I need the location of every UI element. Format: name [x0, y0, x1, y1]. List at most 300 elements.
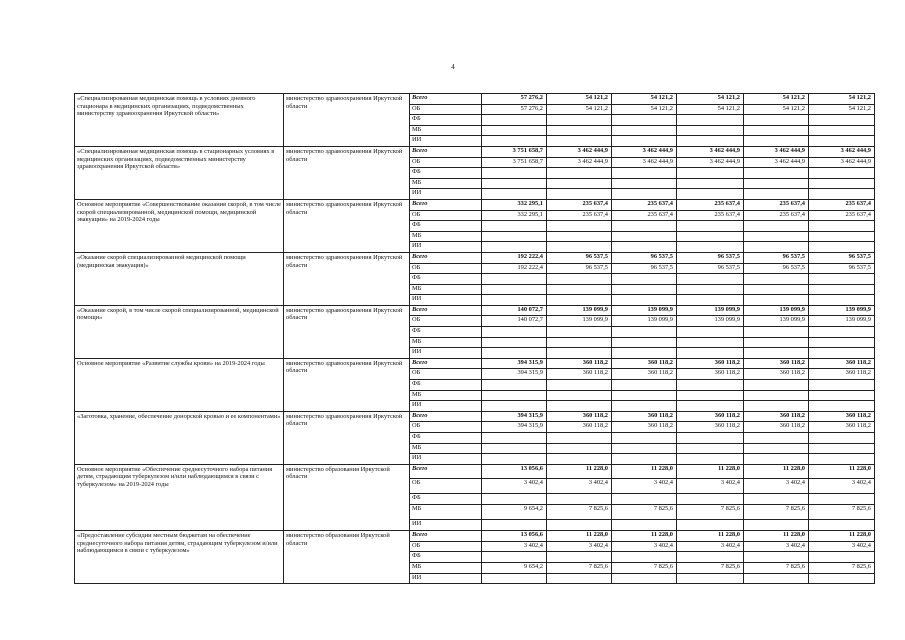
- amount-cell: [547, 178, 612, 189]
- amount-cell: 235 637,4: [809, 199, 875, 210]
- amount-cell: [612, 242, 677, 253]
- amount-cell: [482, 284, 547, 295]
- amount-cell: [744, 327, 809, 338]
- amount-cell: [809, 125, 875, 136]
- amount-cell: [482, 493, 547, 505]
- amount-cell: [809, 552, 875, 563]
- amount-cell: [744, 390, 809, 401]
- amount-cell: 7 825,6: [612, 563, 677, 574]
- amount-cell: [809, 284, 875, 295]
- amount-cell: [547, 295, 612, 306]
- amount-cell: 235 637,4: [677, 199, 744, 210]
- amount-cell: 360 118,2: [612, 422, 677, 433]
- amount-cell: [677, 115, 744, 126]
- amount-cell: [612, 380, 677, 391]
- amount-cell: 360 118,2: [677, 358, 744, 369]
- amount-cell: [612, 433, 677, 444]
- funding-source: ОБ: [410, 369, 482, 380]
- amount-cell: 139 099,9: [809, 316, 875, 327]
- amount-cell: 360 118,2: [612, 411, 677, 422]
- funding-source: Всего: [410, 411, 482, 422]
- amount-cell: [809, 390, 875, 401]
- amount-cell: 3 402,4: [677, 541, 744, 552]
- amount-cell: [547, 573, 612, 584]
- funding-source: ИИ: [410, 295, 482, 306]
- funding-source: ОБ: [410, 479, 482, 494]
- amount-cell: [809, 115, 875, 126]
- table-row: [75, 252, 875, 263]
- amount-cell: [612, 115, 677, 126]
- amount-cell: 360 118,2: [677, 369, 744, 380]
- amount-cell: [612, 327, 677, 338]
- amount-cell: [612, 178, 677, 189]
- amount-cell: [744, 401, 809, 412]
- amount-cell: 9 654,2: [482, 505, 547, 520]
- amount-cell: 3 402,4: [612, 541, 677, 552]
- amount-cell: 332 295,1: [482, 210, 547, 221]
- amount-cell: [809, 380, 875, 391]
- funding-source: МБ: [410, 563, 482, 574]
- amount-cell: [677, 552, 744, 563]
- amount-cell: 11 228,0: [744, 531, 809, 542]
- funding-source: ИИ: [410, 136, 482, 147]
- funding-source: ОБ: [410, 210, 482, 221]
- amount-cell: [677, 519, 744, 531]
- amount-cell: [744, 552, 809, 563]
- amount-cell: [677, 327, 744, 338]
- executor: министерство здравоохранения Иркутской области: [284, 252, 410, 305]
- amount-cell: [744, 493, 809, 505]
- amount-cell: 3 462 444,9: [547, 157, 612, 168]
- amount-cell: [482, 168, 547, 179]
- funding-source: ФБ: [410, 274, 482, 285]
- amount-cell: 54 121,2: [547, 104, 612, 115]
- funding-source: ОБ: [410, 104, 482, 115]
- amount-cell: 3 462 444,9: [677, 157, 744, 168]
- funding-source: ИИ: [410, 401, 482, 412]
- amount-cell: [809, 231, 875, 242]
- table-row: [75, 464, 875, 479]
- amount-cell: [612, 348, 677, 359]
- amount-cell: [482, 242, 547, 253]
- amount-cell: 360 118,2: [744, 369, 809, 380]
- amount-cell: 235 637,4: [612, 210, 677, 221]
- amount-cell: 360 118,2: [809, 369, 875, 380]
- amount-cell: 235 637,4: [547, 210, 612, 221]
- amount-cell: [612, 401, 677, 412]
- amount-cell: [677, 390, 744, 401]
- executor: министерство здравоохранения Иркутской области: [284, 358, 410, 411]
- amount-cell: 96 537,5: [677, 252, 744, 263]
- amount-cell: [677, 348, 744, 359]
- amount-cell: 394 315,9: [482, 369, 547, 380]
- amount-cell: [809, 348, 875, 359]
- amount-cell: [482, 327, 547, 338]
- amount-cell: [809, 168, 875, 179]
- amount-cell: [677, 493, 744, 505]
- amount-cell: 235 637,4: [547, 199, 612, 210]
- executor: министерство здравоохранения Иркутской области: [284, 199, 410, 252]
- amount-cell: [547, 189, 612, 200]
- amount-cell: [809, 573, 875, 584]
- funding-source: ИИ: [410, 348, 482, 359]
- amount-cell: [744, 337, 809, 348]
- amount-cell: 54 121,2: [809, 104, 875, 115]
- amount-cell: [677, 380, 744, 391]
- table-row: [75, 358, 875, 369]
- amount-cell: 192 222,4: [482, 263, 547, 274]
- amount-cell: 139 099,9: [677, 316, 744, 327]
- amount-cell: 360 118,2: [677, 411, 744, 422]
- funding-source: ИИ: [410, 242, 482, 253]
- amount-cell: 54 121,2: [547, 94, 612, 105]
- amount-cell: [547, 443, 612, 454]
- amount-cell: [482, 519, 547, 531]
- amount-cell: [612, 189, 677, 200]
- amount-cell: [612, 136, 677, 147]
- measure-name: Основное мероприятие «Развитие службы крови» на 2019-2024 годы: [75, 358, 284, 411]
- amount-cell: [677, 573, 744, 584]
- amount-cell: 394 315,9: [482, 358, 547, 369]
- funding-source: ОБ: [410, 541, 482, 552]
- amount-cell: [677, 443, 744, 454]
- amount-cell: [744, 136, 809, 147]
- amount-cell: [809, 443, 875, 454]
- executor: министерство образования Иркутской области: [284, 531, 410, 584]
- amount-cell: [612, 231, 677, 242]
- funding-source: Всего: [410, 146, 482, 157]
- amount-cell: 7 825,6: [547, 505, 612, 520]
- amount-cell: 139 099,9: [547, 305, 612, 316]
- amount-cell: [744, 274, 809, 285]
- table-row: [75, 411, 875, 422]
- amount-cell: 360 118,2: [547, 411, 612, 422]
- amount-cell: 7 825,6: [547, 563, 612, 574]
- amount-cell: 394 315,9: [482, 411, 547, 422]
- amount-cell: 360 118,2: [547, 358, 612, 369]
- amount-cell: 11 228,0: [612, 531, 677, 542]
- amount-cell: 3 462 444,9: [744, 157, 809, 168]
- amount-cell: [547, 493, 612, 505]
- measure-name: «Оказание скорой, в том числе скорой специализированной, медицинской помощи»: [75, 305, 284, 358]
- amount-cell: [482, 401, 547, 412]
- amount-cell: 9 654,2: [482, 563, 547, 574]
- funding-source: Всего: [410, 94, 482, 105]
- funding-source: ОБ: [410, 422, 482, 433]
- amount-cell: 3 402,4: [744, 479, 809, 494]
- funding-source: Всего: [410, 199, 482, 210]
- amount-cell: [809, 274, 875, 285]
- amount-cell: [744, 573, 809, 584]
- amount-cell: 3 751 658,7: [482, 157, 547, 168]
- amount-cell: 7 825,6: [677, 505, 744, 520]
- amount-cell: 139 099,9: [612, 305, 677, 316]
- amount-cell: 11 228,0: [809, 531, 875, 542]
- amount-cell: [677, 337, 744, 348]
- funding-source: ОБ: [410, 157, 482, 168]
- measure-name: Основное мероприятие «Совершенствование оказания скорой, в том числе скорой специализированной, медицинской помощи, медицинской эвакуации» на 2019-2024 годы: [75, 199, 284, 252]
- amount-cell: 360 118,2: [809, 411, 875, 422]
- amount-cell: 140 072,7: [482, 305, 547, 316]
- amount-cell: [612, 454, 677, 465]
- amount-cell: 235 637,4: [744, 210, 809, 221]
- amount-cell: 96 537,5: [809, 252, 875, 263]
- amount-cell: [547, 168, 612, 179]
- amount-cell: 7 825,6: [677, 563, 744, 574]
- amount-cell: 3 462 444,9: [612, 157, 677, 168]
- amount-cell: 360 118,2: [547, 422, 612, 433]
- budget-table: [74, 93, 875, 584]
- amount-cell: 11 228,0: [677, 464, 744, 479]
- amount-cell: [744, 125, 809, 136]
- amount-cell: 96 537,5: [809, 263, 875, 274]
- amount-cell: 96 537,5: [744, 252, 809, 263]
- amount-cell: [547, 337, 612, 348]
- funding-source: ФБ: [410, 168, 482, 179]
- amount-cell: [482, 454, 547, 465]
- amount-cell: 3 751 658,7: [482, 146, 547, 157]
- amount-cell: [677, 242, 744, 253]
- amount-cell: [547, 348, 612, 359]
- executor: министерство здравоохранения Иркутской области: [284, 411, 410, 464]
- funding-source: Всего: [410, 305, 482, 316]
- amount-cell: [547, 552, 612, 563]
- amount-cell: [547, 274, 612, 285]
- amount-cell: [612, 284, 677, 295]
- amount-cell: [482, 337, 547, 348]
- amount-cell: 3 462 444,9: [547, 146, 612, 157]
- amount-cell: [809, 337, 875, 348]
- amount-cell: [744, 380, 809, 391]
- amount-cell: [612, 493, 677, 505]
- amount-cell: 3 462 444,9: [677, 146, 744, 157]
- amount-cell: 57 276,2: [482, 104, 547, 115]
- funding-source: МБ: [410, 125, 482, 136]
- amount-cell: 3 402,4: [482, 541, 547, 552]
- amount-cell: [744, 348, 809, 359]
- amount-cell: 139 099,9: [547, 316, 612, 327]
- amount-cell: 360 118,2: [547, 369, 612, 380]
- funding-source: ОБ: [410, 263, 482, 274]
- amount-cell: [744, 433, 809, 444]
- funding-source: МБ: [410, 178, 482, 189]
- funding-source: ФБ: [410, 115, 482, 126]
- funding-source: МБ: [410, 390, 482, 401]
- funding-source: ФБ: [410, 380, 482, 391]
- amount-cell: [612, 125, 677, 136]
- amount-cell: [677, 125, 744, 136]
- amount-cell: 11 228,0: [547, 531, 612, 542]
- amount-cell: 96 537,5: [677, 263, 744, 274]
- amount-cell: 139 099,9: [612, 316, 677, 327]
- amount-cell: 235 637,4: [744, 199, 809, 210]
- funding-source: Всего: [410, 358, 482, 369]
- amount-cell: 3 462 444,9: [809, 157, 875, 168]
- amount-cell: 140 072,7: [482, 316, 547, 327]
- amount-cell: [677, 221, 744, 232]
- amount-cell: [677, 274, 744, 285]
- page-number: 4: [451, 63, 455, 71]
- funding-source: ОБ: [410, 316, 482, 327]
- table-row: [75, 305, 875, 316]
- amount-cell: 96 537,5: [612, 252, 677, 263]
- amount-cell: 13 056,6: [482, 531, 547, 542]
- amount-cell: [547, 231, 612, 242]
- amount-cell: 139 099,9: [809, 305, 875, 316]
- amount-cell: 3 402,4: [809, 541, 875, 552]
- amount-cell: [809, 221, 875, 232]
- amount-cell: 96 537,5: [547, 263, 612, 274]
- amount-cell: 13 056,6: [482, 464, 547, 479]
- amount-cell: [744, 221, 809, 232]
- amount-cell: 3 402,4: [809, 479, 875, 494]
- amount-cell: [677, 284, 744, 295]
- amount-cell: 57 276,2: [482, 94, 547, 105]
- amount-cell: 54 121,2: [612, 104, 677, 115]
- amount-cell: 3 402,4: [482, 479, 547, 494]
- amount-cell: [482, 189, 547, 200]
- funding-source: ФБ: [410, 493, 482, 505]
- amount-cell: [744, 231, 809, 242]
- amount-cell: [482, 274, 547, 285]
- funding-source: ИИ: [410, 454, 482, 465]
- amount-cell: [482, 443, 547, 454]
- amount-cell: [677, 401, 744, 412]
- amount-cell: [547, 380, 612, 391]
- amount-cell: [677, 433, 744, 444]
- amount-cell: [547, 125, 612, 136]
- amount-cell: [547, 221, 612, 232]
- amount-cell: [547, 433, 612, 444]
- funding-source: МБ: [410, 337, 482, 348]
- amount-cell: 3 402,4: [547, 479, 612, 494]
- amount-cell: 3 402,4: [677, 479, 744, 494]
- amount-cell: 360 118,2: [677, 422, 744, 433]
- amount-cell: [744, 519, 809, 531]
- funding-source: ФБ: [410, 221, 482, 232]
- amount-cell: [482, 115, 547, 126]
- amount-cell: [677, 136, 744, 147]
- table-row: [75, 146, 875, 157]
- amount-cell: 235 637,4: [809, 210, 875, 221]
- amount-cell: 7 825,6: [744, 563, 809, 574]
- funding-source: ИИ: [410, 189, 482, 200]
- amount-cell: 54 121,2: [744, 94, 809, 105]
- amount-cell: 11 228,0: [677, 531, 744, 542]
- amount-cell: [482, 573, 547, 584]
- amount-cell: 54 121,2: [744, 104, 809, 115]
- amount-cell: 11 228,0: [744, 464, 809, 479]
- amount-cell: 11 228,0: [547, 464, 612, 479]
- amount-cell: [809, 295, 875, 306]
- amount-cell: 235 637,4: [677, 210, 744, 221]
- amount-cell: [482, 231, 547, 242]
- amount-cell: 360 118,2: [744, 422, 809, 433]
- amount-cell: [809, 136, 875, 147]
- amount-cell: 7 825,6: [809, 505, 875, 520]
- amount-cell: [547, 242, 612, 253]
- amount-cell: 360 118,2: [744, 411, 809, 422]
- measure-name: Основное мероприятие «Обеспечение среднесуточного набора питания детям, страдающим туберкулезом и/или наблюдающимся в связи с туберкулезом» на 2019-2024 годы: [75, 464, 284, 531]
- amount-cell: [744, 115, 809, 126]
- amount-cell: [612, 573, 677, 584]
- amount-cell: [612, 519, 677, 531]
- amount-cell: [677, 454, 744, 465]
- amount-cell: [482, 295, 547, 306]
- amount-cell: [547, 401, 612, 412]
- amount-cell: [809, 493, 875, 505]
- amount-cell: [482, 125, 547, 136]
- amount-cell: 54 121,2: [809, 94, 875, 105]
- amount-cell: 96 537,5: [612, 263, 677, 274]
- amount-cell: 139 099,9: [744, 305, 809, 316]
- amount-cell: [809, 189, 875, 200]
- amount-cell: [547, 327, 612, 338]
- amount-cell: 7 825,6: [612, 505, 677, 520]
- amount-cell: 139 099,9: [744, 316, 809, 327]
- amount-cell: [482, 433, 547, 444]
- amount-cell: 7 825,6: [809, 563, 875, 574]
- funding-source: ФБ: [410, 433, 482, 444]
- amount-cell: [677, 231, 744, 242]
- amount-cell: [744, 443, 809, 454]
- funding-source: ФБ: [410, 552, 482, 563]
- amount-cell: [612, 443, 677, 454]
- amount-cell: 54 121,2: [677, 94, 744, 105]
- amount-cell: [677, 189, 744, 200]
- funding-source: ИИ: [410, 519, 482, 531]
- funding-source: МБ: [410, 284, 482, 295]
- amount-cell: [744, 189, 809, 200]
- budget-table-body: [75, 94, 875, 584]
- amount-cell: [744, 454, 809, 465]
- table-row: [75, 94, 875, 105]
- executor: министерство здравоохранения Иркутской области: [284, 305, 410, 358]
- amount-cell: [744, 178, 809, 189]
- amount-cell: [547, 390, 612, 401]
- amount-cell: 3 402,4: [547, 541, 612, 552]
- table-row: [75, 199, 875, 210]
- amount-cell: 360 118,2: [612, 358, 677, 369]
- amount-cell: 96 537,5: [744, 263, 809, 274]
- amount-cell: [744, 168, 809, 179]
- executor: министерство образования Иркутской области: [284, 464, 410, 531]
- executor: министерство здравоохранения Иркутской области: [284, 94, 410, 147]
- amount-cell: 3 462 444,9: [744, 146, 809, 157]
- amount-cell: [482, 348, 547, 359]
- amount-cell: 360 118,2: [612, 369, 677, 380]
- measure-name: «Предоставление субсидии местным бюджетам на обеспечение среднесуточного набора питания детям, страдающим туберкулезом и/или наблюдающимся в связи с туберкулезом»: [75, 531, 284, 584]
- amount-cell: 54 121,2: [677, 104, 744, 115]
- amount-cell: [809, 178, 875, 189]
- funding-source: МБ: [410, 505, 482, 520]
- amount-cell: [612, 221, 677, 232]
- amount-cell: 3 462 444,9: [809, 146, 875, 157]
- amount-cell: [809, 519, 875, 531]
- amount-cell: [482, 380, 547, 391]
- amount-cell: [677, 178, 744, 189]
- amount-cell: [809, 433, 875, 444]
- amount-cell: 139 099,9: [677, 305, 744, 316]
- table-row: [75, 531, 875, 542]
- funding-source: Всего: [410, 252, 482, 263]
- amount-cell: 360 118,2: [809, 422, 875, 433]
- amount-cell: 11 228,0: [612, 464, 677, 479]
- amount-cell: [809, 401, 875, 412]
- amount-cell: 332 295,1: [482, 199, 547, 210]
- measure-name: «Специализированная медицинская помощь в стационарных условиях в медицинских организациях, подведомственных министерству здравоохранения Иркутской области»: [75, 146, 284, 199]
- amount-cell: [744, 242, 809, 253]
